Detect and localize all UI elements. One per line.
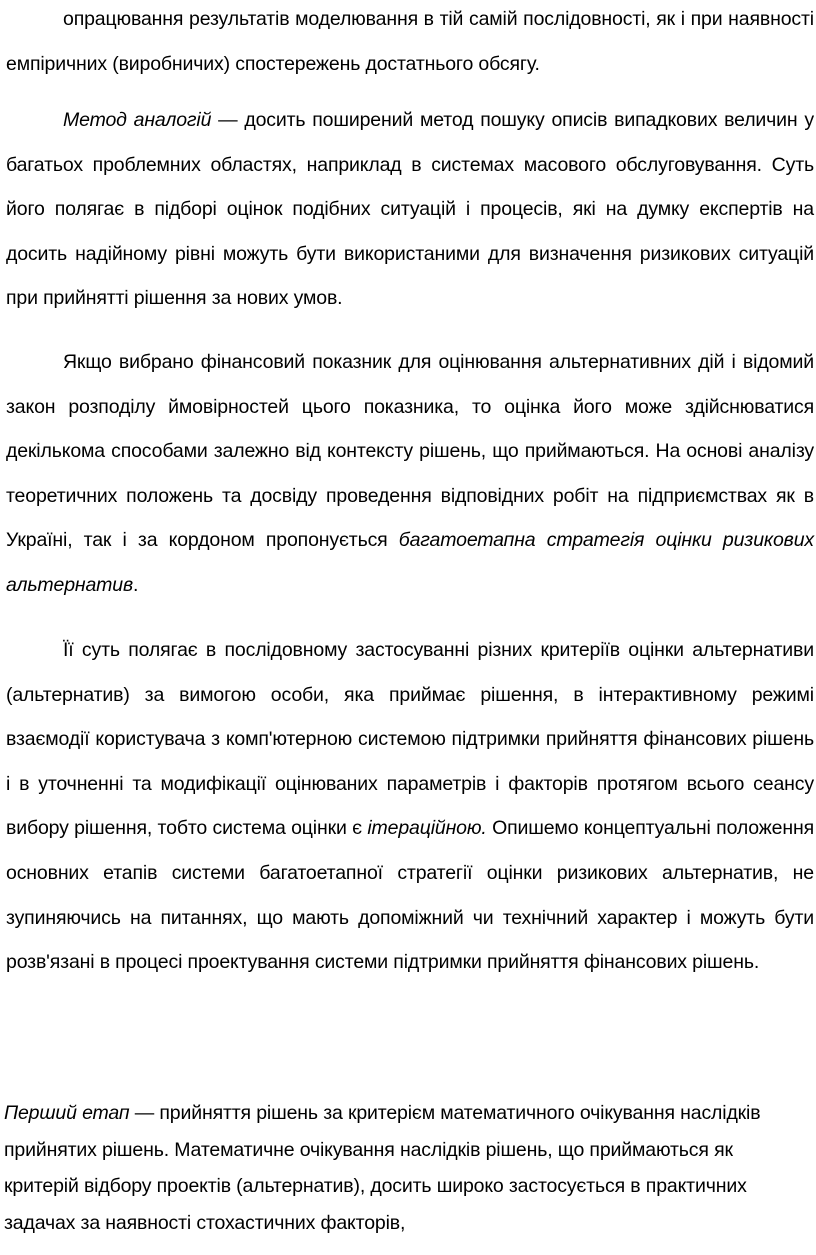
paragraph-first-stage — [4, 1095, 782, 1241]
paragraph-continuation — [6, 0, 814, 86]
paragraph-end: . — [133, 573, 139, 596]
term-iterative: ітераційною. — [367, 817, 487, 840]
paragraph-text-continued: Опишемо концептуальні положення основних етапів системи багатоетапної стратегії оцінки ризикових альтернатив, не зупиняючись на питаннях, що мають допоміжний чи технічний характер і можуть бути розв'язані в процесі проектування системи підтримки прийняття фінансових рішень. — [6, 817, 814, 974]
paragraph-strategy-essence — [6, 628, 814, 985]
paragraph-financial-indicator — [6, 340, 814, 608]
term-analogy-method: Метод аналогій — [63, 109, 212, 131]
paragraph-text: Якщо вибрано фінансовий показник для оцінювання альтернативних дій і відомий закон розподілу ймовірностей цього показника, то оцінка його може здійснюватися декількома способами залежно від контексту рішень, що приймаються. На основі аналізу теоретичних положень та досвіду проведення відповідних робіт на підприємствах як в Україні, так і за кордоном пропонується — [6, 351, 814, 552]
paragraph-text: — прийняття рішень за критерієм математичного очікування наслідків прийнятих рішень. Математичне очікування наслідків рішень, що приймаються як критерій відбору проектів (альтернатив), досить широко застосується в практичних задачах за наявності стохастичних факторів, — [4, 1102, 761, 1234]
paragraph-text: Її суть полягає в послідовному застосуванні різних критеріїв оцінки альтернативи (альтернатив) за вимогою особи, яка приймає рішення, в інтерактивному режимі взаємодії користувача з комп'ютерною системою підтримки прийняття фінансових рішень і в уточненні та модифікації оцінюваних параметрів і факторів протягом всього сеансу вибору рішення, тобто система оцінки є — [6, 639, 814, 840]
paragraph-text: — досить поширений метод пошуку описів випадкових величин у багатьох проблемних областях, наприклад в системах масового обслуговування. Суть його полягає в підборі оцінок подібних ситуацій і процесів, які на думку експертів на досить надійному рівні можуть бути використаними для визначення ризикових ситуацій при прийнятті рішення за нових умов. — [6, 109, 814, 310]
term-first-stage: Перший етап — [4, 1102, 130, 1124]
term-multistage-strategy: багатоетапна стратегія оцінки ризикових альтернатив — [6, 529, 814, 596]
paragraph-text: опрацювання результатів моделювання в тій самій послідовності, як і при наявності емпіричних (виробничих) спостережень достатнього обсягу. — [6, 8, 814, 75]
paragraph-analogy-method — [6, 98, 814, 321]
